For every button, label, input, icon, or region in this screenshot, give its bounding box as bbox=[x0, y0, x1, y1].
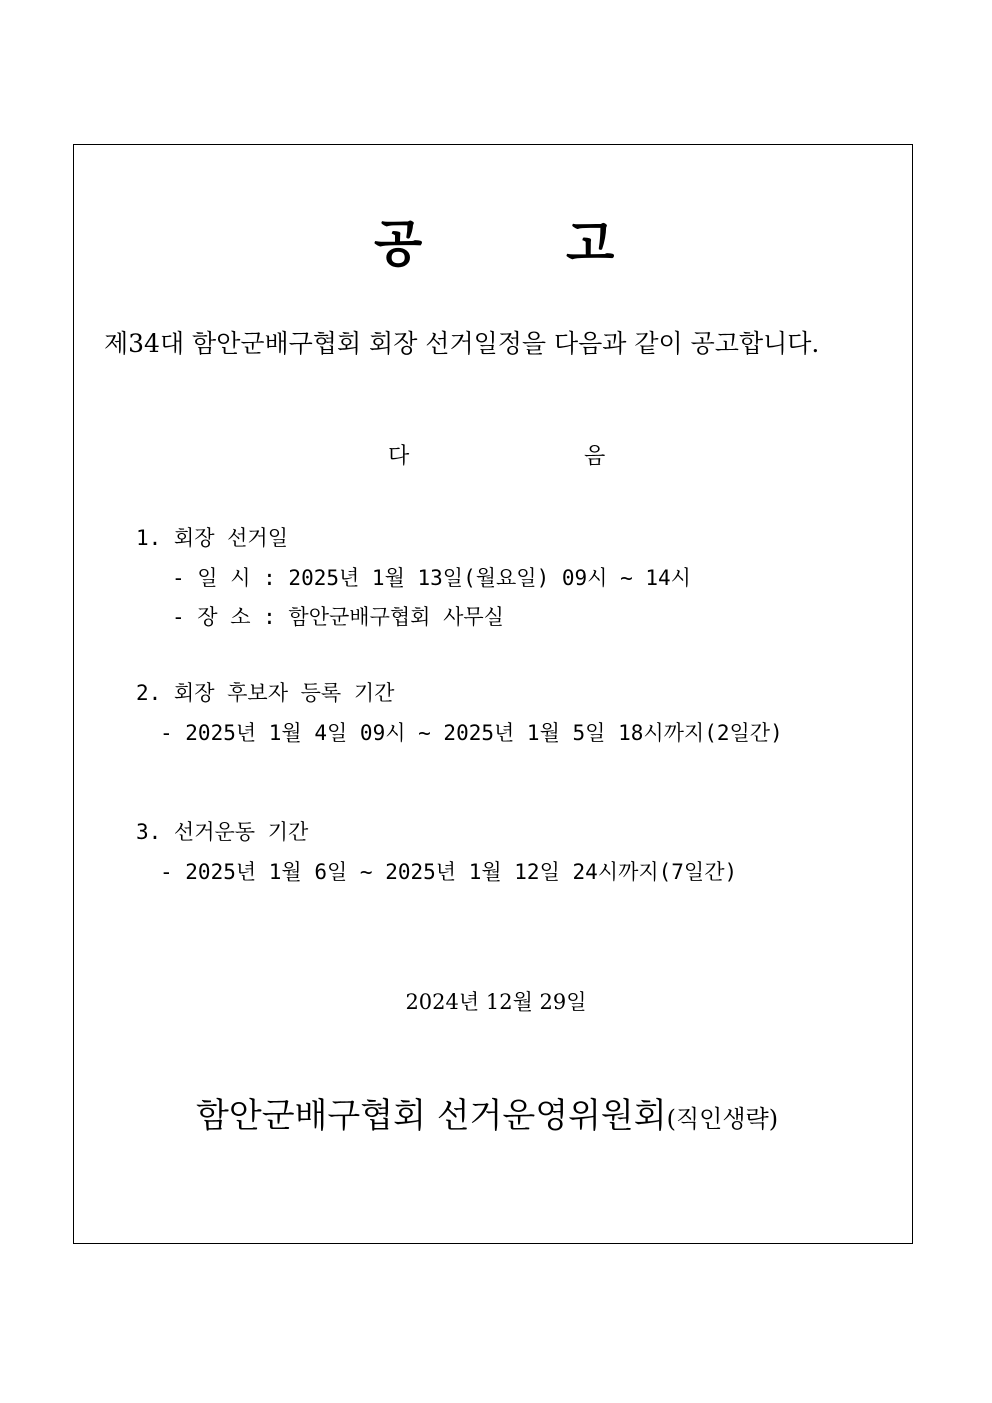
details-heading-char-1: 다 bbox=[388, 444, 410, 469]
details-heading-char-2: 음 bbox=[584, 444, 606, 469]
notice-lead: 제34대 함안군배구협회 회장 선거일정을 다음과 같이 공고합니다. bbox=[104, 329, 820, 358]
notice-title bbox=[0, 212, 992, 276]
notice-title-char-1: 공 bbox=[374, 214, 423, 273]
seal-note: (직인생략) bbox=[666, 1105, 779, 1133]
section2-title: 2. 회장 후보자 등록 기간 bbox=[136, 681, 395, 705]
organization-name: 함안군배구협회 선거운영위원회 bbox=[196, 1096, 667, 1136]
issuing-organization bbox=[196, 1092, 778, 1143]
section1-datetime: - 일 시 : 2025년 1월 13일(월요일) 09시 ~ 14시 bbox=[172, 566, 691, 590]
details-heading bbox=[0, 440, 992, 474]
notice-date: 2024년 12월 29일 bbox=[405, 990, 587, 1014]
section2-period: - 2025년 1월 4일 09시 ~ 2025년 1월 5일 18시까지(2일간) bbox=[160, 721, 783, 745]
section1-title: 1. 회장 선거일 bbox=[136, 526, 289, 550]
section3-title: 3. 선거운동 기간 bbox=[136, 820, 309, 844]
section3-period: - 2025년 1월 6일 ~ 2025년 1월 12일 24시까지(7일간) bbox=[160, 860, 738, 884]
section1-place: - 장 소 : 함안군배구협회 사무실 bbox=[172, 605, 504, 629]
notice-title-char-2: 고 bbox=[566, 214, 615, 273]
